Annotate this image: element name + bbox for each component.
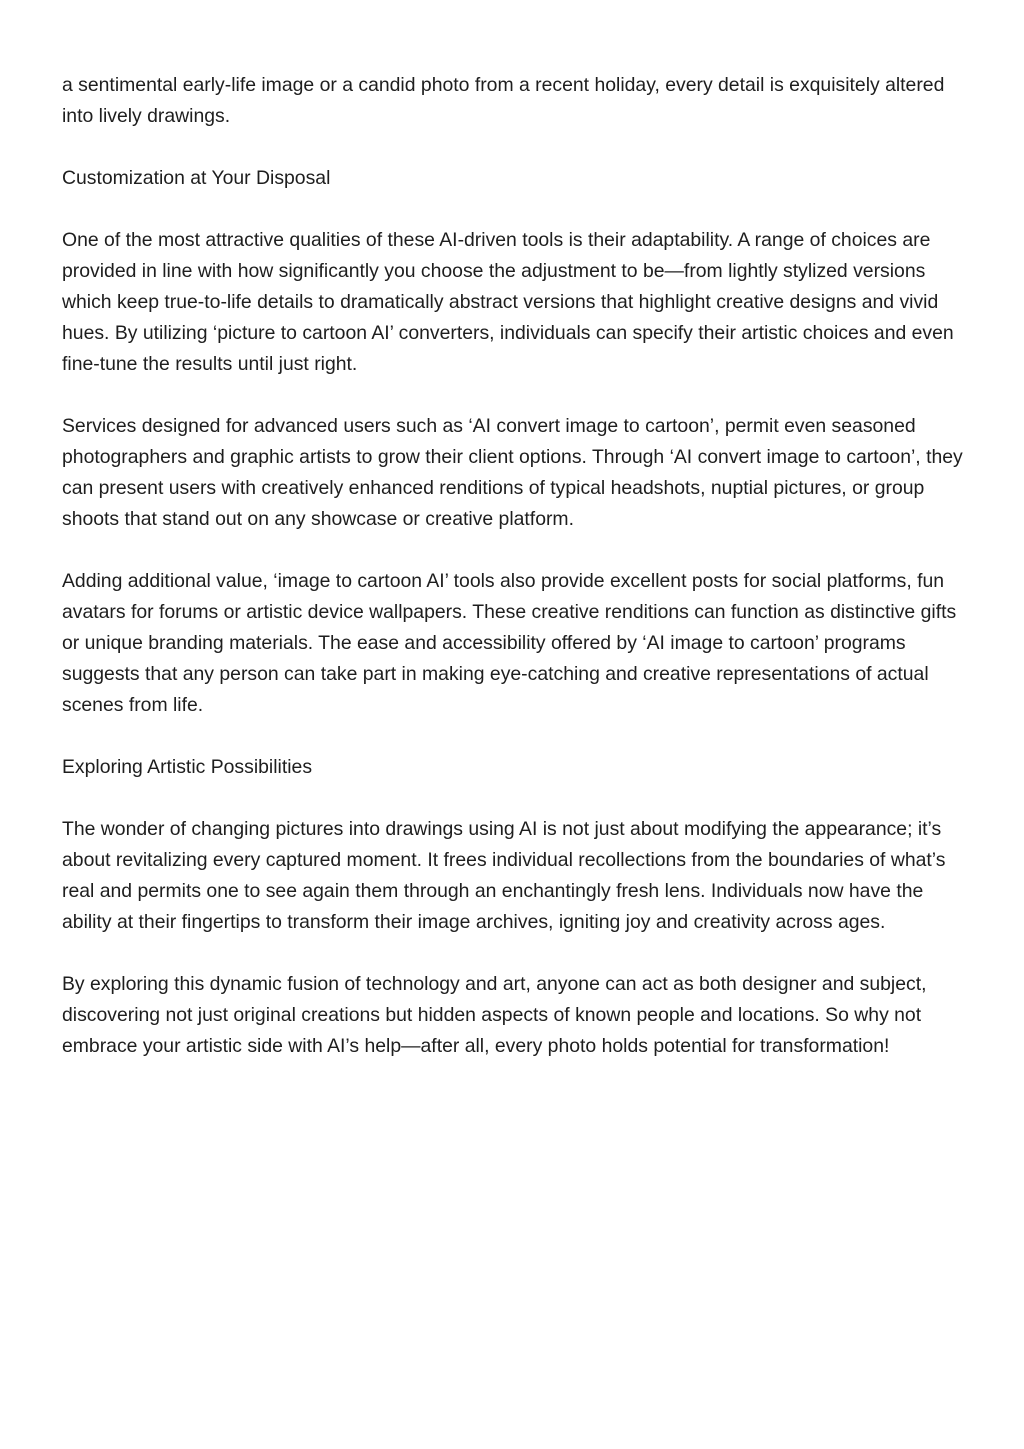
paragraph-wonder: The wonder of changing pictures into drawings using AI is not just about modifying the appearance; it’s about revitalizing every captured moment. It frees individual recollections from the boundaries of what’s real and permits one to see again them through an enchantingly fresh lens. Individuals now have the ability at their fingertips to transform their image archives, igniting joy and creativity across ages. [62, 818, 946, 933]
paragraph-additional-value: Adding additional value, ‘image to cartoon AI’ tools also provide excellent posts for social platforms, fun avatars for forums or artistic device wallpapers. These creative renditions can function as distinctive gifts or unique branding materials. The ease and accessibility offered by ‘AI image to cartoon’ programs suggests that any person can take part in making eye-catching and creative representations of actual scenes from life. [62, 570, 957, 716]
paragraph-continuation: a sentimental early-life image or a candid photo from a recent holiday, every detail is exquisitely altered into lively drawings. [62, 74, 945, 127]
paragraph-advanced-users: Services designed for advanced users such as ‘AI convert image to cartoon’, permit even seasoned photographers and graphic artists to grow their client options. Through ‘AI convert image to cartoon’, they can present users with creatively enhanced renditions of typical headshots, nuptial pictures, or group shoots that stand out on any showcase or creative platform. [62, 415, 963, 530]
section-heading-exploring: Exploring Artistic Possibilities [62, 756, 313, 778]
document-body [62, 70, 967, 1062]
paragraph-adaptability: One of the most attractive qualities of these AI-driven tools is their adaptability. A range of choices are provided in line with how significantly you choose the adjustment to be—from lightly stylized versions which keep true-to-life details to dramatically abstract versions that highlight creative designs and vivid hues. By utilizing ‘picture to cartoon AI’ converters, individuals can specify their artistic choices and even fine-tune the results until just right. [62, 229, 954, 375]
section-heading-customization: Customization at Your Disposal [62, 167, 331, 189]
paragraph-conclusion: By exploring this dynamic fusion of technology and art, anyone can act as both designer and subject, discovering not just original creations but hidden aspects of known people and locations. So why not embrace your artistic side with AI’s help—after all, every photo holds potential for transformation! [62, 973, 927, 1057]
